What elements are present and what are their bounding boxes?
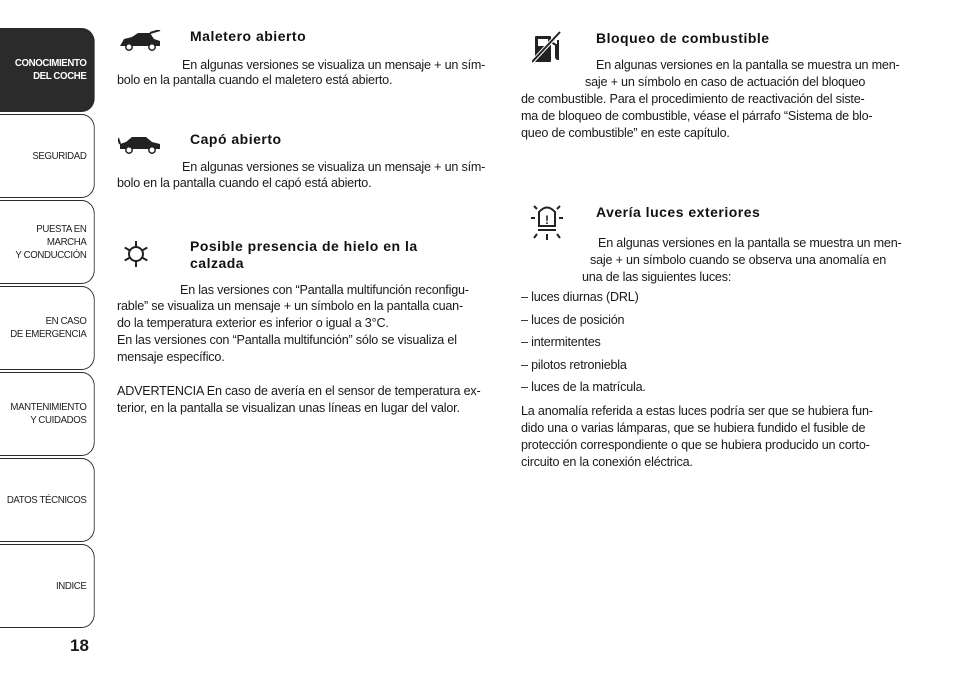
tab-en-caso-de-emergencia[interactable]: EN CASO DE EMERGENCIA <box>0 286 95 370</box>
hielo-line-3: do la temperatura exterior es inferior o igual a 3°C. <box>117 316 389 330</box>
hielo-line-2: rable” se visualiza un mensaje + un símbolo en la pantalla cuan- <box>117 299 463 313</box>
snowflake-icon <box>120 238 152 275</box>
capo-line-2: bolo en la pantalla cuando el capó está abierto. <box>117 176 372 190</box>
tab-indice[interactable]: INDICE <box>0 544 95 628</box>
section-title-capo: Capó abierto <box>190 131 282 147</box>
tab-conocimiento-del-coche[interactable]: CONOCIMIENTO DEL COCHE <box>0 28 95 112</box>
tab-puesta-en-marcha[interactable]: PUESTA EN MARCHA Y CONDUCCIÓN <box>0 200 95 284</box>
combustible-line-3: de combustible. Para el procedimiento de reactivación del siste- <box>521 92 865 106</box>
fuel-cutoff-icon <box>532 30 562 69</box>
trunk-open-icon <box>118 30 162 57</box>
tab-seguridad[interactable]: SEGURIDAD <box>0 114 95 198</box>
hielo-warning-line-1: ADVERTENCIA En caso de avería en el sensor de temperatura ex- <box>117 384 481 398</box>
section-title-maletero: Maletero abierto <box>190 28 307 44</box>
capo-line-1: En algunas versiones se visualiza un mensaje + un sím- <box>182 160 486 174</box>
list-item: – luces de la matrícula. <box>521 380 646 394</box>
page-number: 18 <box>70 636 89 655</box>
section-title-hielo <box>190 238 490 272</box>
lights-list <box>521 286 908 399</box>
combustible-line-1: En algunas versiones en la pantalla se muestra un men- <box>596 58 900 72</box>
list-item: – pilotos retroniebla <box>521 357 627 372</box>
tab-mantenimiento[interactable]: MANTENIMIENTO Y CUIDADOS <box>0 372 95 456</box>
hielo-line-4: En las versiones con “Pantalla multifunción” sólo se visualiza el <box>117 333 457 347</box>
luces-outro-line-1: La anomalía referida a estas luces podría ser que se hubiera fun- <box>521 404 873 418</box>
svg-text:!: ! <box>545 213 549 227</box>
hielo-title-line-2: calzada <box>190 255 245 271</box>
section-title-combustible: Bloqueo de combustible <box>596 30 770 46</box>
hielo-line-1: En las versiones con “Pantalla multifunción reconfigu- <box>180 283 469 297</box>
luces-outro-line-3: protección correspondiente o que se hubiera producido un corto- <box>521 438 870 452</box>
hielo-warning-line-2: terior, en la pantalla se visualizan unas líneas en lugar del valor. <box>117 401 460 415</box>
luces-outro-line-4: circuito en la conexión eléctrica. <box>521 455 693 469</box>
tab-datos-tecnicos[interactable]: DATOS TÉCNICOS <box>0 458 95 542</box>
section-title-luces: Avería luces exteriores <box>596 204 761 220</box>
maletero-line-2: bolo en la pantalla cuando el maletero está abierto. <box>117 73 393 87</box>
list-item: – luces diurnas (DRL) <box>521 290 639 304</box>
combustible-line-4: ma de bloqueo de combustible, véase el párrafo “Sistema de blo- <box>521 109 873 123</box>
list-item: – intermitentes <box>521 335 601 349</box>
hielo-line-5: mensaje específico. <box>117 350 225 364</box>
exterior-light-fault-icon <box>528 204 566 249</box>
luces-outro-line-2: dido una o varias lámparas, que se hubiera fundido el fusible de <box>521 421 866 435</box>
hielo-title-line-1: Posible presencia de hielo en la <box>190 238 418 254</box>
list-item: – luces de posición <box>521 312 625 327</box>
hood-open-icon <box>118 133 162 160</box>
luces-line-2: saje + un símbolo cuando se observa una anomalía en <box>590 253 887 267</box>
maletero-line-1: En algunas versiones se visualiza un mensaje + un sím- <box>182 58 486 72</box>
luces-line-1: En algunas versiones en la pantalla se muestra un men- <box>598 236 902 250</box>
luces-line-3: una de las siguientes luces: <box>582 270 732 284</box>
combustible-line-2: saje + un símbolo en caso de actuación del bloqueo <box>585 75 866 89</box>
combustible-line-5: queo de combustible” en este capítulo. <box>521 126 730 140</box>
